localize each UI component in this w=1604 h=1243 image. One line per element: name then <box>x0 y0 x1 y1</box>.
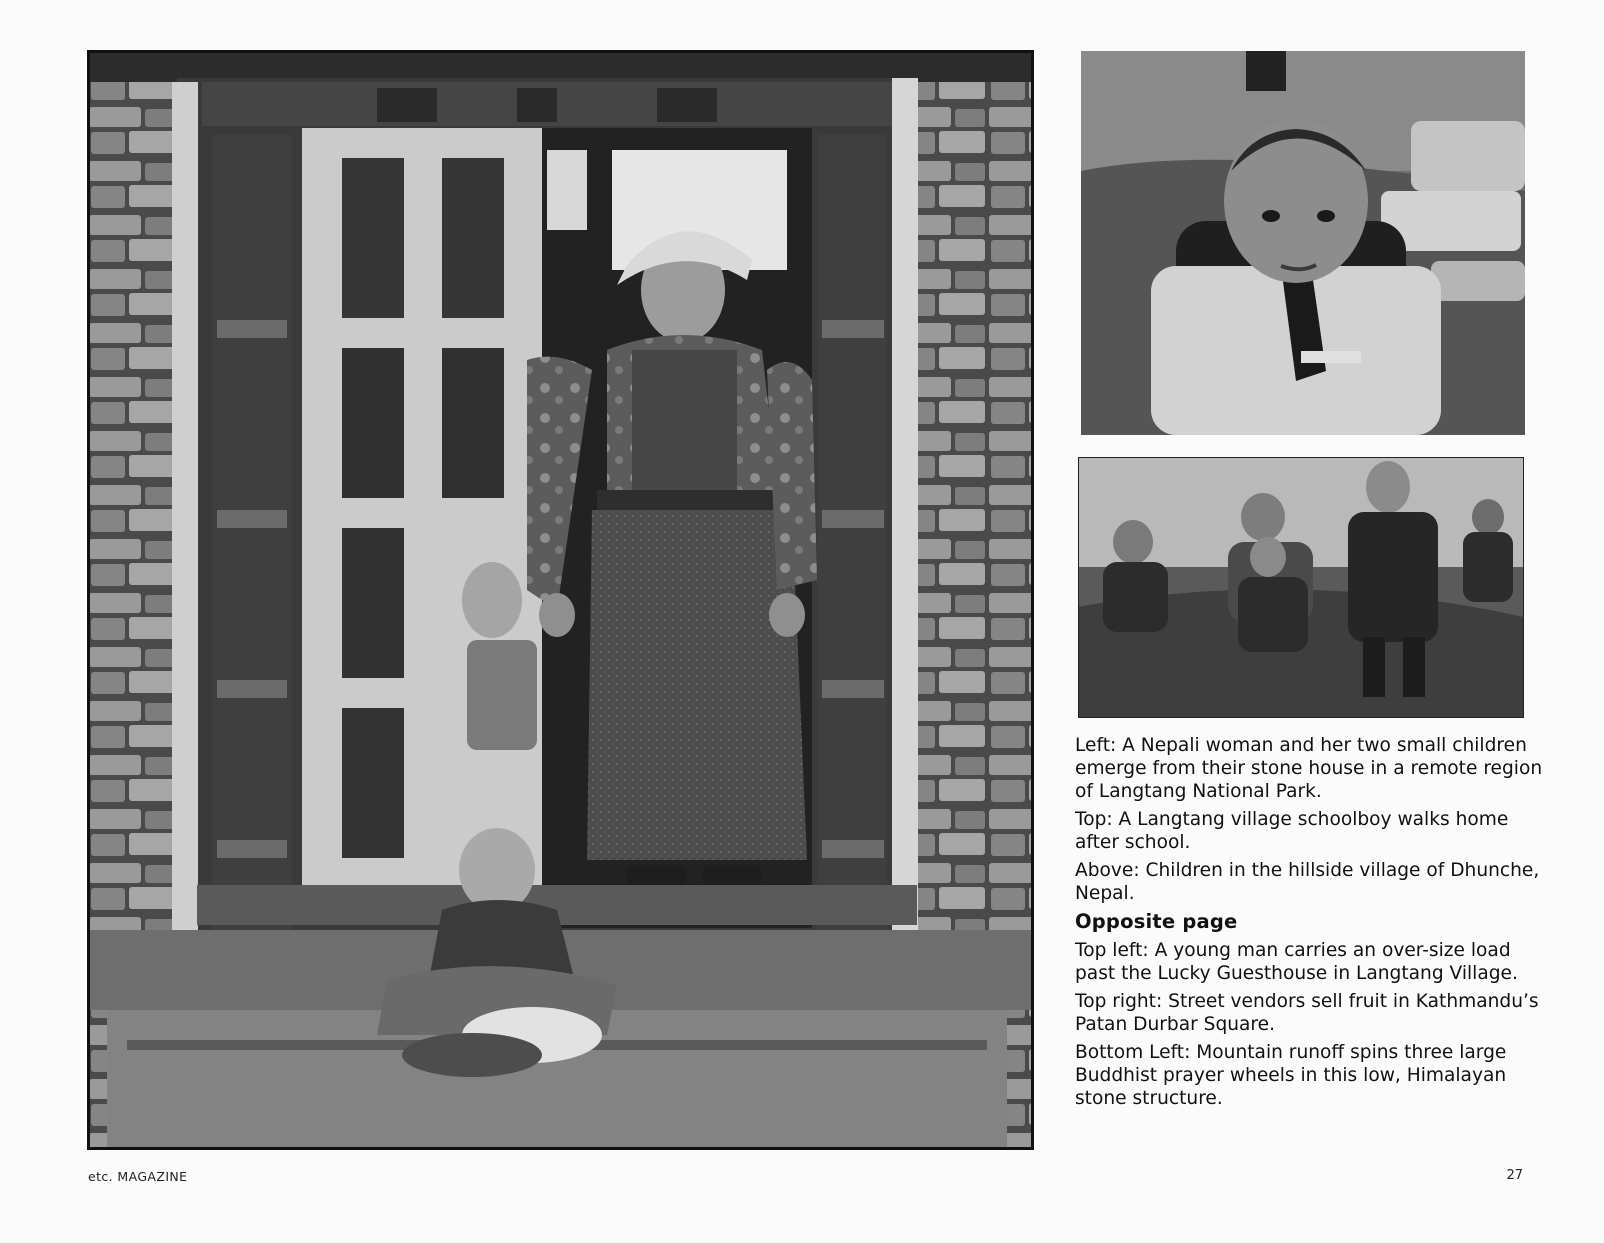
caption-column <box>1075 734 1545 1115</box>
caption-opposite-top-left: Top left: A young man carries an over-size load past the Lucky Guesthouse in Langtang Village. <box>1075 940 1518 984</box>
photo-schoolboy-image <box>1081 51 1525 435</box>
photo-schoolboy <box>1081 51 1525 435</box>
caption-opposite-top-right: Top right: Street vendors sell fruit in Kathmandu’s Patan Durbar Square. <box>1075 991 1539 1035</box>
caption-heading-opposite-page: Opposite page <box>1075 910 1238 933</box>
publication-name: etc. MAGAZINE <box>88 1169 188 1184</box>
photo-children-dhunche <box>1078 457 1524 718</box>
caption-left-photo: Left: A Nepali woman and her two small children emerge from their stone house in a remote region of Langtang National Park. <box>1075 735 1543 802</box>
photo-woman-children-doorway-image <box>87 50 1034 1150</box>
caption-opposite-bottom-left: Bottom Left: Mountain runoff spins three large Buddhist prayer wheels in this low, Himalayan stone structure. <box>1075 1042 1507 1109</box>
caption-above-photo: Above: Children in the hillside village of Dhunche, Nepal. <box>1075 860 1540 904</box>
page-number: 27 <box>1506 1168 1523 1183</box>
photo-children-dhunche-image <box>1078 457 1524 718</box>
caption-top-photo: Top: A Langtang village schoolboy walks home after school. <box>1075 809 1509 853</box>
photo-woman-children-doorway <box>87 50 1034 1150</box>
